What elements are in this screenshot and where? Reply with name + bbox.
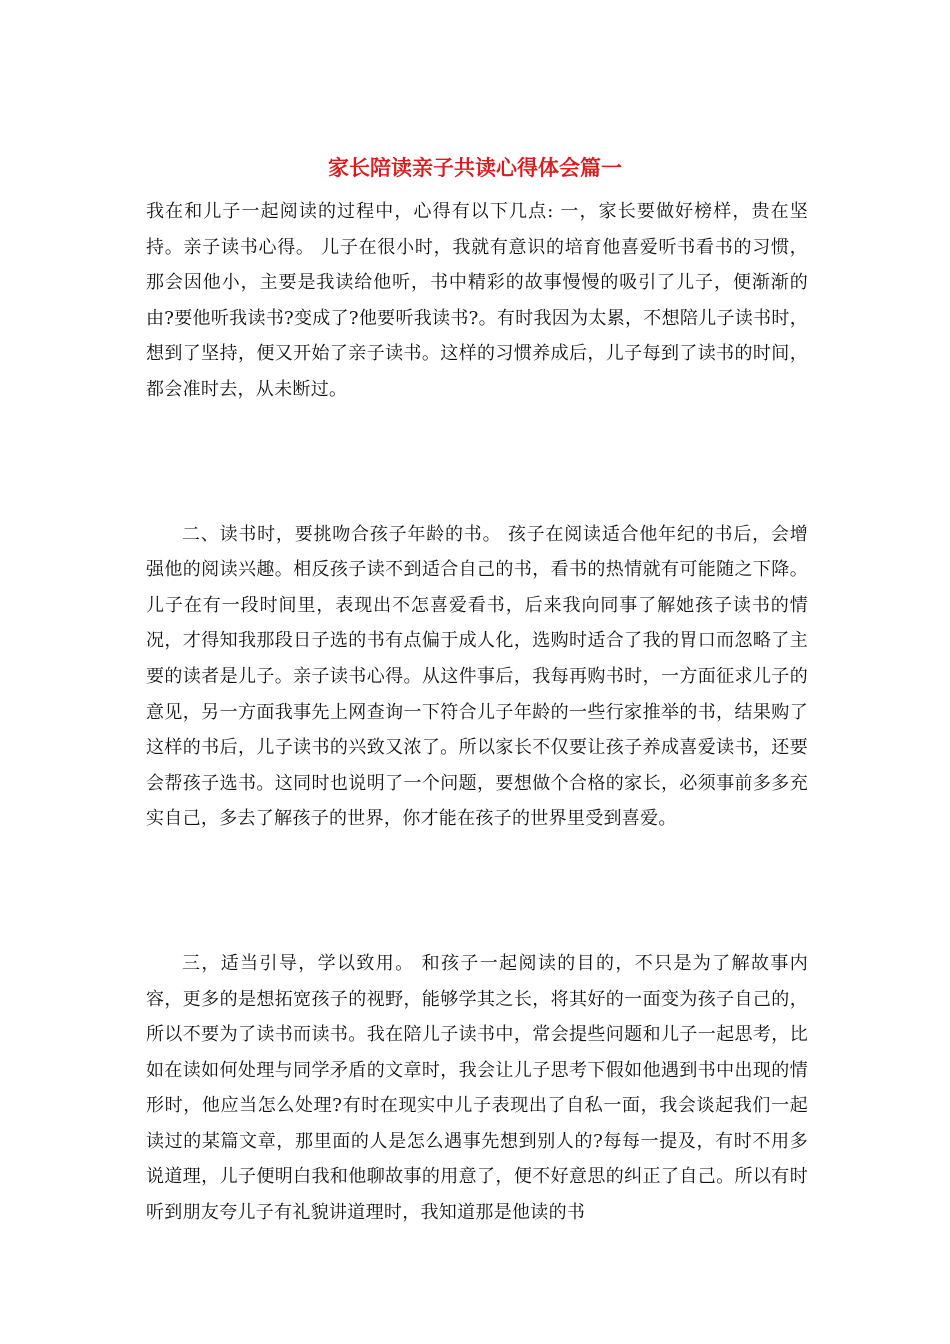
paragraph-2: 二、读书时，要挑吻合孩子年龄的书。 孩子在阅读适合他年纪的书后，会增强他的阅读兴趣。相反孩子读不到适合自己的书，看书的热情就有可能随之下降。儿子在有一段时间里，表现出不怎喜爱看书，后来我向同事了解她孩子读书的情况，才得知我那段日子选的书有点偏于成人化，选购时适合了我的胃口而忽略了主要的读者是儿子。亲子读书心得。从这件事后，我每再购书时，一方面征求儿子的意见，另一方面我事先上网查询一下符合儿子年龄的一些行家推举的书，结果购了这样的书后，儿子读书的兴致又浓了。所以家长不仅要让孩子养成喜爱读书，还要会帮孩子选书。这同时也说明了一个问题，要想做个合格的家长，必须事前多多充实自己，多去了解孩子的世界，你才能在孩子的世界里受到喜爱。 [146,523,808,830]
document-body [146,194,808,1231]
document-title: 家长陪读亲子共读心得体会篇一 [328,155,622,180]
paragraph-3: 三，适当引导，学以致用。 和孩子一起阅读的目的，不只是为了解故事内容，更多的是想拓宽孩子的视野，能够学其之长，将其好的一面变为孩子自己的，所以不要为了读书而读书。我在陪儿子读书中，常会提些问题和儿子一起思考，比如在读如何处理与同学矛盾的文章时，我会让儿子思考下假如他遇到书中出现的情形时，他应当怎么处理?有时在现实中儿子表现出了自私一面，我会谈起我们一起读过的某篇文章，那里面的人是怎么遇事先想到别人的?每每一提及，有时不用多说道理，儿子便明白我和他聊故事的用意了，便不好意思的纠正了自己。所以有时听到朋友夸儿子有礼貌讲道理时，我知道那是他读的书 [146,952,808,1224]
paragraph-1: 我在和儿子一起阅读的过程中，心得有以下几点: 一，家长要做好榜样，贵在坚持。亲子读书心得。 儿子在很小时，我就有意识的培育他喜爱听书看书的习惯，那会因他小，主要是我读给他听，书中精彩的故事慢慢的吸引了儿子，便渐渐的由?要他听我读书?变成了?他要听我读书?。有时我因为太累，不想陪儿子读书时，想到了坚持，便又开始了亲子读书。这样的习惯养成后，儿子每到了读书的时间，都会准时去，从未断过。 [146,201,808,400]
